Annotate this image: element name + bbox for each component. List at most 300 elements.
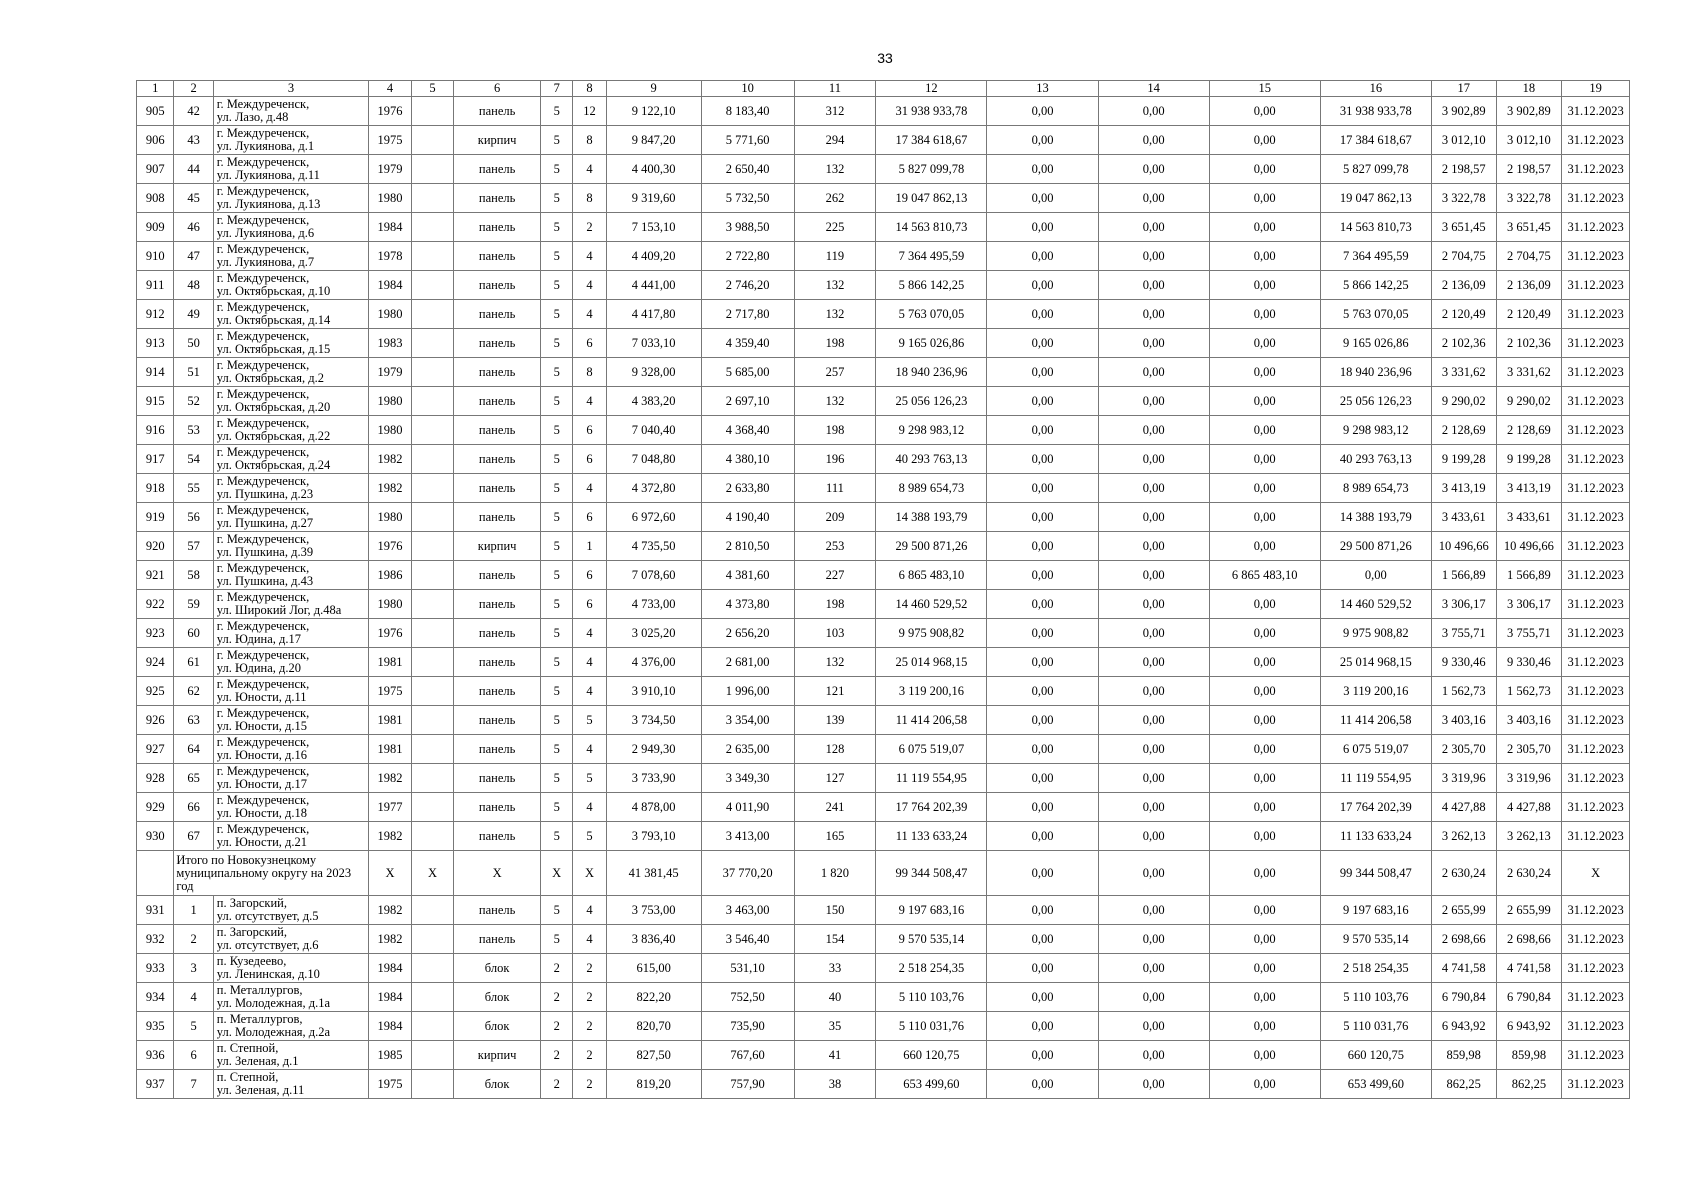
table-cell: 18 940 236,96 [876, 358, 987, 387]
table-cell [411, 561, 453, 590]
table-cell: 1980 [369, 300, 411, 329]
table-cell: 0,00 [1209, 358, 1320, 387]
table-cell: 5 [541, 619, 573, 648]
table-cell: 2 633,80 [701, 474, 794, 503]
table-cell: 4 733,00 [606, 590, 701, 619]
table-cell: 2 198,57 [1431, 155, 1496, 184]
cell-address [213, 822, 369, 851]
column-header: 4 [369, 81, 411, 97]
address-settlement: г. Междуреченск, [216, 300, 310, 314]
table-cell: 1975 [369, 126, 411, 155]
table-cell: 6 075 519,07 [1320, 735, 1431, 764]
address-street: ул. Лукиянова, д.11 [216, 168, 320, 182]
table-cell: 3 902,89 [1431, 97, 1496, 126]
cell-row-number: 932 [137, 925, 174, 954]
cell-address [213, 416, 369, 445]
table-cell: 1975 [369, 677, 411, 706]
table-row [137, 954, 1630, 983]
table-cell: 0,00 [1098, 97, 1209, 126]
cell-address [213, 1012, 369, 1041]
table-cell: 9 298 983,12 [876, 416, 987, 445]
table-cell [411, 532, 453, 561]
cell-local-number: 63 [174, 706, 213, 735]
table-cell: 0,00 [1209, 184, 1320, 213]
address-street: ул. Лукиянова, д.6 [216, 226, 315, 240]
cell-local-number: 53 [174, 416, 213, 445]
table-cell: 12 [573, 97, 606, 126]
cell-local-number: 5 [174, 1012, 213, 1041]
table-cell: 4 381,60 [701, 561, 794, 590]
table-cell: 1975 [369, 1070, 411, 1099]
table-cell: 0,00 [1098, 503, 1209, 532]
table-cell: 2 [541, 1012, 573, 1041]
table-cell: 31.12.2023 [1562, 590, 1630, 619]
address-settlement: г. Междуреченск, [216, 822, 310, 836]
cell-address [213, 155, 369, 184]
table-cell: 11 133 633,24 [1320, 822, 1431, 851]
table-cell [411, 97, 453, 126]
table-row [137, 822, 1630, 851]
table-row [137, 925, 1630, 954]
address-settlement: г. Междуреченск, [216, 706, 310, 720]
table-cell: 735,90 [701, 1012, 794, 1041]
table-cell: 1 562,73 [1431, 677, 1496, 706]
table-cell: 0,00 [987, 445, 1098, 474]
table-cell: 0,00 [1098, 735, 1209, 764]
table-cell: 2 810,50 [701, 532, 794, 561]
table-cell: 1985 [369, 1041, 411, 1070]
column-header: 3 [213, 81, 369, 97]
address-street: ул. Юности, д.16 [216, 748, 307, 762]
table-cell: 3 433,61 [1496, 503, 1562, 532]
table-cell: 7 048,80 [606, 445, 701, 474]
table-cell: 5 732,50 [701, 184, 794, 213]
table-cell: 5 [541, 271, 573, 300]
table-cell: 132 [794, 271, 876, 300]
table-cell: 819,20 [606, 1070, 701, 1099]
address-settlement: г. Междуреченск, [216, 97, 310, 111]
table-cell: 1981 [369, 648, 411, 677]
table-cell: 11 119 554,95 [876, 764, 987, 793]
table-cell: 0,00 [987, 532, 1098, 561]
column-header: 14 [1098, 81, 1209, 97]
cell-address [213, 474, 369, 503]
table-cell: 3 012,10 [1431, 126, 1496, 155]
column-header: 2 [174, 81, 213, 97]
table-cell: 6 865 483,10 [876, 561, 987, 590]
table-cell: 31.12.2023 [1562, 983, 1630, 1012]
table-cell: 0,00 [1098, 896, 1209, 925]
table-cell: 2 305,70 [1496, 735, 1562, 764]
table-row [137, 416, 1630, 445]
table-cell: 31.12.2023 [1562, 1041, 1630, 1070]
table-cell: 6 075 519,07 [876, 735, 987, 764]
cell-local-number: 48 [174, 271, 213, 300]
address-settlement: г. Междуреченск, [216, 474, 310, 488]
address-settlement: г. Междуреченск, [216, 793, 310, 807]
table-cell: 4 [573, 793, 606, 822]
table-cell: 2 656,20 [701, 619, 794, 648]
address-settlement: г. Междуреченск, [216, 387, 310, 401]
table-cell: блок [454, 1012, 541, 1041]
table-cell: 132 [794, 648, 876, 677]
cell-local-number: 6 [174, 1041, 213, 1070]
table-row [137, 445, 1630, 474]
table-cell: 4 368,40 [701, 416, 794, 445]
table-cell: 7 153,10 [606, 213, 701, 242]
table-cell: 5 [541, 764, 573, 793]
table-cell: 150 [794, 896, 876, 925]
table-cell: 1 562,73 [1496, 677, 1562, 706]
table-cell: 0,00 [987, 677, 1098, 706]
table-cell: 1 566,89 [1496, 561, 1562, 590]
table-cell: 0,00 [1098, 677, 1209, 706]
table-cell: панель [454, 242, 541, 271]
address-street: ул. Юности, д.15 [216, 719, 307, 733]
cell-address [213, 648, 369, 677]
cell-address [213, 532, 369, 561]
table-cell: 198 [794, 590, 876, 619]
table-cell: 1982 [369, 764, 411, 793]
table-row [137, 242, 1630, 271]
table-row [137, 184, 1630, 213]
cell-local-number: 65 [174, 764, 213, 793]
table-cell: 3 902,89 [1496, 97, 1562, 126]
table-row [137, 532, 1630, 561]
address-street: ул. Октябрьская, д.20 [216, 400, 331, 414]
table-row [137, 1012, 1630, 1041]
table-cell: 128 [794, 735, 876, 764]
table-cell: 9 197 683,16 [876, 896, 987, 925]
table-cell: 1982 [369, 474, 411, 503]
table-cell: 31.12.2023 [1562, 735, 1630, 764]
table-cell: 4 372,80 [606, 474, 701, 503]
table-cell: 11 119 554,95 [1320, 764, 1431, 793]
address-settlement: г. Междуреченск, [216, 358, 310, 372]
total-cell: 99 344 508,47 [1320, 851, 1431, 896]
total-cell: 37 770,20 [701, 851, 794, 896]
table-cell: 822,20 [606, 983, 701, 1012]
table-cell: 4 [573, 896, 606, 925]
table-cell: 1980 [369, 416, 411, 445]
total-cell: X [369, 851, 411, 896]
address-settlement: г. Междуреченск, [216, 619, 310, 633]
table-cell: 2 635,00 [701, 735, 794, 764]
table-cell: 4 [573, 474, 606, 503]
table-cell: 5 [541, 97, 573, 126]
cell-row-number: 905 [137, 97, 174, 126]
cell-row-number: 918 [137, 474, 174, 503]
cell-address [213, 561, 369, 590]
total-cell: 99 344 508,47 [876, 851, 987, 896]
table-cell [411, 213, 453, 242]
table-cell: панель [454, 648, 541, 677]
table-cell: панель [454, 474, 541, 503]
address-street: ул. Лукиянова, д.13 [216, 197, 321, 211]
cell-row-number: 919 [137, 503, 174, 532]
address-settlement: г. Междуреченск, [216, 677, 310, 691]
address-street: ул. Лукиянова, д.1 [216, 139, 315, 153]
address-street: ул. отсутствует, д.5 [216, 909, 319, 923]
table-cell: 5 [541, 155, 573, 184]
table-cell: 7 364 495,59 [1320, 242, 1431, 271]
table-cell: панель [454, 706, 541, 735]
table-cell: 9 570 535,14 [876, 925, 987, 954]
table-row [137, 1041, 1630, 1070]
table-cell: 859,98 [1431, 1041, 1496, 1070]
table-cell: 4 [573, 300, 606, 329]
column-header: 19 [1562, 81, 1630, 97]
cell-address [213, 706, 369, 735]
table-cell: 31.12.2023 [1562, 474, 1630, 503]
page-number: 33 [877, 50, 893, 66]
table-cell: 0,00 [1209, 822, 1320, 851]
table-cell: 132 [794, 155, 876, 184]
table-cell: 0,00 [1209, 271, 1320, 300]
table-cell: 5 [573, 822, 606, 851]
table-cell: 3 836,40 [606, 925, 701, 954]
cell-row-number: 921 [137, 561, 174, 590]
table-cell: 5 [541, 503, 573, 532]
table-cell: 17 384 618,67 [876, 126, 987, 155]
table-cell: 2 698,66 [1496, 925, 1562, 954]
table-cell: 2 [541, 1041, 573, 1070]
table-cell: 0,00 [987, 793, 1098, 822]
table-cell: 31.12.2023 [1562, 561, 1630, 590]
address-settlement: г. Междуреченск, [216, 271, 310, 285]
address-street: ул. Лазо, д.48 [216, 110, 289, 124]
table-cell [411, 925, 453, 954]
cell-local-number: 56 [174, 503, 213, 532]
table-cell: 4 [573, 271, 606, 300]
table-cell [411, 271, 453, 300]
table-cell: панель [454, 358, 541, 387]
table-cell: 862,25 [1431, 1070, 1496, 1099]
table-cell: панель [454, 445, 541, 474]
address-settlement: п. Металлургов, [216, 1012, 303, 1026]
cell-address [213, 300, 369, 329]
table-cell: 0,00 [1209, 793, 1320, 822]
cell-row-number: 931 [137, 896, 174, 925]
table-cell: 31.12.2023 [1562, 416, 1630, 445]
cell-local-number: 2 [174, 925, 213, 954]
table-cell: 1982 [369, 445, 411, 474]
table-cell: панель [454, 793, 541, 822]
table-cell: 3 012,10 [1496, 126, 1562, 155]
cell-address [213, 213, 369, 242]
address-settlement: г. Междуреченск, [216, 764, 310, 778]
table-cell: 0,00 [987, 155, 1098, 184]
table-cell: 0,00 [1209, 242, 1320, 271]
address-street: ул. Октябрьская, д.2 [216, 371, 324, 385]
table-cell [411, 503, 453, 532]
table-cell: 31.12.2023 [1562, 358, 1630, 387]
table-cell: 531,10 [701, 954, 794, 983]
table-cell: 0,00 [1209, 155, 1320, 184]
table-cell: 0,00 [987, 648, 1098, 677]
table-cell: 25 056 126,23 [876, 387, 987, 416]
table-cell: 19 047 862,13 [1320, 184, 1431, 213]
table-cell: кирпич [454, 126, 541, 155]
table-cell [411, 706, 453, 735]
table-cell: 5 [541, 648, 573, 677]
table-cell [411, 300, 453, 329]
table-cell: 0,00 [987, 954, 1098, 983]
table-cell [411, 126, 453, 155]
table-cell: 165 [794, 822, 876, 851]
table-cell: 3 354,00 [701, 706, 794, 735]
table-cell: 5 [541, 896, 573, 925]
table-cell: 0,00 [1098, 925, 1209, 954]
table-cell: 3 753,00 [606, 896, 701, 925]
address-street: ул. Зеленая, д.11 [216, 1083, 305, 1097]
cell-address [213, 677, 369, 706]
table-row [137, 97, 1630, 126]
table-cell: 2 136,09 [1496, 271, 1562, 300]
table-row [137, 648, 1630, 677]
table-cell: 2 746,20 [701, 271, 794, 300]
cell-row-number: 911 [137, 271, 174, 300]
table-cell: 31.12.2023 [1562, 97, 1630, 126]
table-cell: панель [454, 213, 541, 242]
table-cell: 5 [541, 416, 573, 445]
table-cell: 0,00 [987, 925, 1098, 954]
table-cell: 253 [794, 532, 876, 561]
table-cell: 0,00 [1098, 242, 1209, 271]
address-street: ул. Широкий Лог, д.48а [216, 603, 342, 617]
cell-row-number: 910 [137, 242, 174, 271]
table-cell: 257 [794, 358, 876, 387]
table-cell: 294 [794, 126, 876, 155]
table-row [137, 503, 1630, 532]
column-header: 7 [541, 81, 573, 97]
table-cell: 3 463,00 [701, 896, 794, 925]
table-cell: 9 199,28 [1496, 445, 1562, 474]
address-settlement: г. Междуреченск, [216, 213, 310, 227]
table-cell: 3 331,62 [1431, 358, 1496, 387]
address-street: ул. Пушкина, д.39 [216, 545, 314, 559]
table-cell: 9 330,46 [1496, 648, 1562, 677]
table-row [137, 387, 1630, 416]
table-cell: 35 [794, 1012, 876, 1041]
table-cell: 31.12.2023 [1562, 1012, 1630, 1041]
table-cell: 1 566,89 [1431, 561, 1496, 590]
cell-local-number: 60 [174, 619, 213, 648]
table-cell: 8 183,40 [701, 97, 794, 126]
column-header: 8 [573, 81, 606, 97]
table-cell: 0,00 [1098, 1070, 1209, 1099]
table-cell: 14 460 529,52 [1320, 590, 1431, 619]
table-cell: 1981 [369, 706, 411, 735]
cell-address [213, 1041, 369, 1070]
table-cell: 4 [573, 155, 606, 184]
table-cell: 9 122,10 [606, 97, 701, 126]
table-cell: 10 496,66 [1496, 532, 1562, 561]
table-cell: 3 988,50 [701, 213, 794, 242]
table-cell: 3 262,13 [1431, 822, 1496, 851]
table-cell [411, 590, 453, 619]
table-cell: 3 413,19 [1496, 474, 1562, 503]
table-cell: 0,00 [1209, 764, 1320, 793]
table-cell: 0,00 [1209, 896, 1320, 925]
table-cell: 4 [573, 619, 606, 648]
table-cell [411, 793, 453, 822]
table-cell [411, 764, 453, 793]
table-cell: 2 704,75 [1431, 242, 1496, 271]
table-cell: 5 110 031,76 [876, 1012, 987, 1041]
table-cell: 0,00 [1209, 97, 1320, 126]
table-cell: 0,00 [1209, 387, 1320, 416]
table-cell [411, 184, 453, 213]
table-cell: 198 [794, 329, 876, 358]
table-cell: 5 [541, 126, 573, 155]
table-cell: 312 [794, 97, 876, 126]
table-cell: 2 518 254,35 [1320, 954, 1431, 983]
cell-local-number: 1 [174, 896, 213, 925]
cell-local-number: 49 [174, 300, 213, 329]
table-cell: 2 949,30 [606, 735, 701, 764]
table-cell: 31.12.2023 [1562, 155, 1630, 184]
cell-address [213, 793, 369, 822]
address-street: ул. отсутствует, д.6 [216, 938, 319, 952]
table-cell: 0,00 [1209, 503, 1320, 532]
cell-row-number: 928 [137, 764, 174, 793]
table-row [137, 329, 1630, 358]
address-street: ул. Пушкина, д.43 [216, 574, 314, 588]
total-cell: 2 630,24 [1496, 851, 1562, 896]
table-cell: 8 [573, 358, 606, 387]
table-cell: 9 165 026,86 [876, 329, 987, 358]
cell-address [213, 242, 369, 271]
table-row [137, 271, 1630, 300]
table-cell: 0,00 [1209, 1041, 1320, 1070]
table-cell: 132 [794, 300, 876, 329]
table-cell: 14 460 529,52 [876, 590, 987, 619]
address-street: ул. Юности, д.21 [216, 835, 307, 849]
table-cell: 752,50 [701, 983, 794, 1012]
address-settlement: г. Междуреченск, [216, 329, 310, 343]
address-street: ул. Октябрьская, д.10 [216, 284, 331, 298]
table-cell: 0,00 [1098, 474, 1209, 503]
address-street: ул. Октябрьская, д.24 [216, 458, 331, 472]
table-cell: 17 384 618,67 [1320, 126, 1431, 155]
table-row [137, 213, 1630, 242]
cell-row-number: 935 [137, 1012, 174, 1041]
table-cell: 6 [573, 445, 606, 474]
table-cell: 5 [541, 300, 573, 329]
address-street: ул. Пушкина, д.23 [216, 487, 314, 501]
table-cell: 2 198,57 [1496, 155, 1562, 184]
table-cell: 653 499,60 [1320, 1070, 1431, 1099]
table-cell: 0,00 [1098, 184, 1209, 213]
table-cell: 3 755,71 [1496, 619, 1562, 648]
table-row [137, 358, 1630, 387]
cell-row-number: 915 [137, 387, 174, 416]
address-street: ул. Молодежная, д.1а [216, 996, 331, 1010]
cell-address [213, 619, 369, 648]
table-cell: 3 322,78 [1496, 184, 1562, 213]
table-cell: 1980 [369, 590, 411, 619]
table-cell: панель [454, 822, 541, 851]
table-cell: панель [454, 329, 541, 358]
table-row [137, 793, 1630, 822]
table-cell: 5 110 103,76 [876, 983, 987, 1012]
table-cell [411, 677, 453, 706]
table-cell: 0,00 [987, 735, 1098, 764]
table-cell: 0,00 [1209, 329, 1320, 358]
table-cell: 31.12.2023 [1562, 242, 1630, 271]
column-header: 5 [411, 81, 453, 97]
